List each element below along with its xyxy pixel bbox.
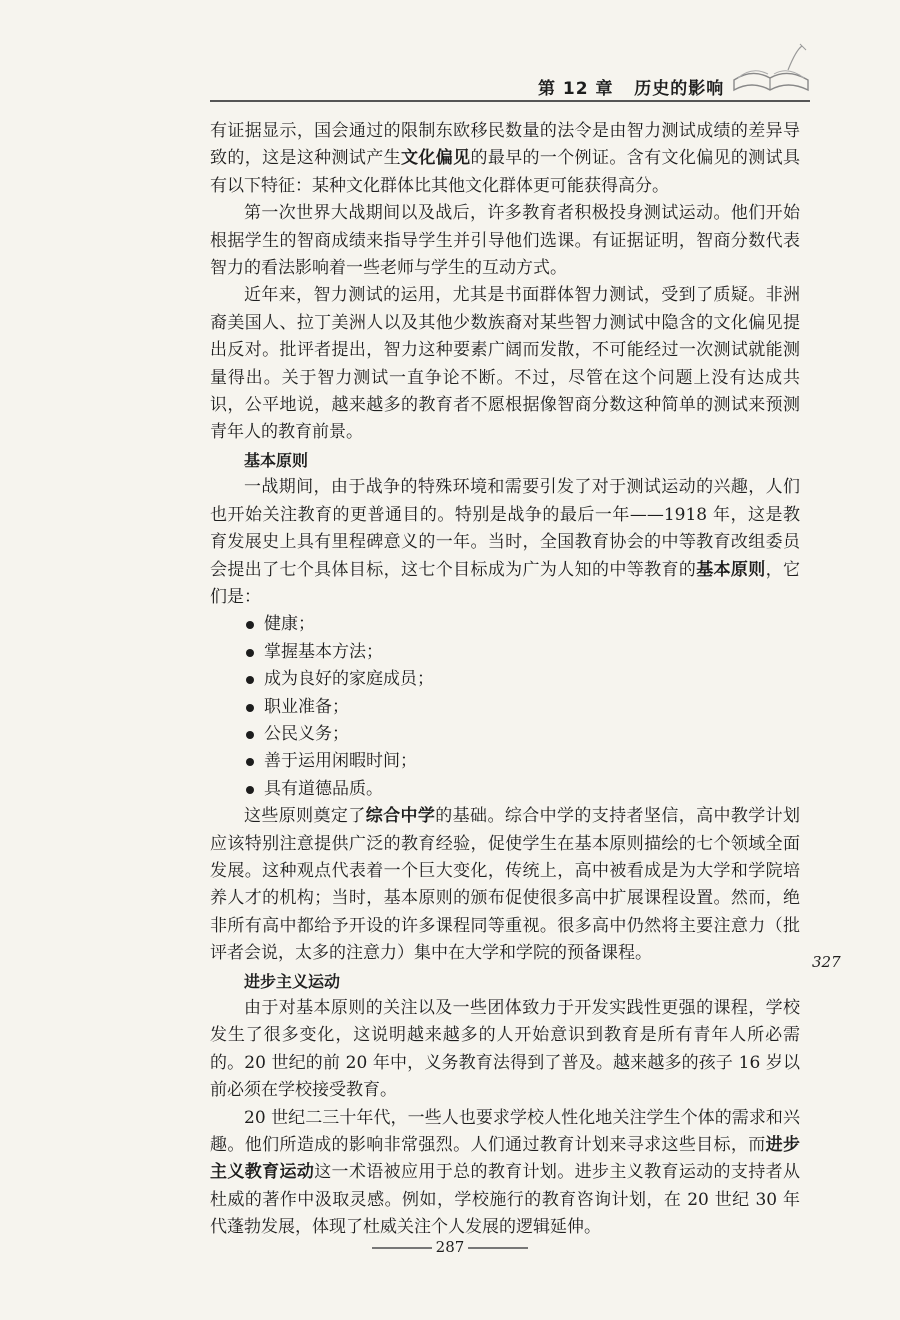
running-header <box>538 74 724 99</box>
page-number: 287 <box>435 1238 465 1256</box>
list-item: 成为良好的家庭成员； <box>244 666 800 693</box>
paragraph: 一战期间，由于战争的特殊环境和需要引发了对于测试运动的兴趣，人们也开始关注教育的更普通目的。特别是战争的最后一年——1918 年，这是教育发展史上具有里程碑意义的一年。当时，全国教育协会的中等教育改组委员会提出了七个具体目标，这七个目标成为广为人知的中等教育的基本原则，它们是： <box>210 477 801 607</box>
header-rule <box>210 100 810 102</box>
list-item: 健康； <box>244 611 800 638</box>
key-term: 综合中学 <box>365 806 436 827</box>
open-book-icon <box>730 40 812 98</box>
body-text <box>210 118 800 1242</box>
chapter-title: 历史的影响 <box>634 79 725 99</box>
list-item: 善于运用闲暇时间； <box>244 748 800 775</box>
principles-list <box>210 611 800 803</box>
chapter-label: 第 12 章 <box>538 79 614 99</box>
list-item: 公民义务； <box>244 721 800 748</box>
footer-ornament-right <box>468 1247 528 1249</box>
key-term: 基本原则 <box>696 559 766 580</box>
key-term: 文化偏见 <box>401 148 471 169</box>
paragraph: 有证据显示，国会通过的限制东欧移民数量的法令是由智力测试成绩的差异导致的，这是这种测试产生文化偏见的最早的一个例证。含有文化偏见的测试具有以下特征：某种文化群体比其他文化群体更可能获得高分。 <box>210 121 801 196</box>
list-item: 职业准备； <box>244 694 800 721</box>
paragraph: 由于对基本原则的关注以及一些团体致力于开发实践性更强的课程，学校发生了很多变化，这说明越来越多的人开始意识到教育是所有青年人所必需的。20 世纪的前 20 年中，义务教育法得到了普及。越来越多的孩子 16 岁以前必须在学校接受教育。 <box>210 998 800 1101</box>
list-item: 具有道德品质。 <box>244 776 800 803</box>
margin-page-number: 327 <box>812 953 841 971</box>
paragraph: 20 世纪二三十年代，一些人也要求学校人性化地关注学生个体的需求和兴趣。他们所造成的影响非常强烈。人们通过教育计划来寻求这些目标，而进步主义教育运动这一术语被应用于总的教育计划。进步主义教育运动的支持者从杜威的著作中汲取灵感。例如，学校施行的教育咨询计划，在 20 世纪 30 年代蓬勃发展，体现了杜威关注个人发展的逻辑延伸。 <box>210 1107 801 1238</box>
paragraph: 近年来，智力测试的运用，尤其是书面群体智力测试，受到了质疑。非洲裔美国人、拉丁美洲人以及其他少数族裔对某些智力测试中隐含的文化偏见提出反对。批评者提出，智力这种要素广阔而发散，不可能经过一次测试就能测量得出。关于智力测试一直争论不断。不过，尽管在这个问题上没有达成共识，公平地说，越来越多的教育者不愿根据像智商分数这种简单的测试来预测青年人的教育前景。 <box>210 285 800 443</box>
key-term: 进步主义教育运动 <box>210 1135 801 1183</box>
list-item: 掌握基本方法； <box>244 639 800 666</box>
paragraph: 这些原则奠定了综合中学的基础。综合中学的支持者坚信，高中教学计划应该特别注意提供广泛的教育经验，促使学生在基本原则描绘的七个领域全面发展。这种观点代表着一个巨大变化，传统上，高中被看成是为大学和学院培养人才的机构；当时，基本原则的颁布促使很多高中扩展课程设置。然而，绝非所有高中都给予开设的许多课程同等重视。很多高中仍然将主要注意力（批评者会说，太多的注意力）集中在大学和学院的预备课程。 <box>210 806 801 964</box>
section-heading-progressive-movement: 进步主义运动 <box>244 971 341 991</box>
paragraph: 第一次世界大战期间以及战后，许多教育者积极投身测试运动。他们开始根据学生的智商成绩来指导学生并引导他们选课。有证据证明，智商分数代表智力的看法影响着一些老师与学生的互动方式。 <box>210 203 800 279</box>
section-heading-basic-principles: 基本原则 <box>244 450 309 470</box>
